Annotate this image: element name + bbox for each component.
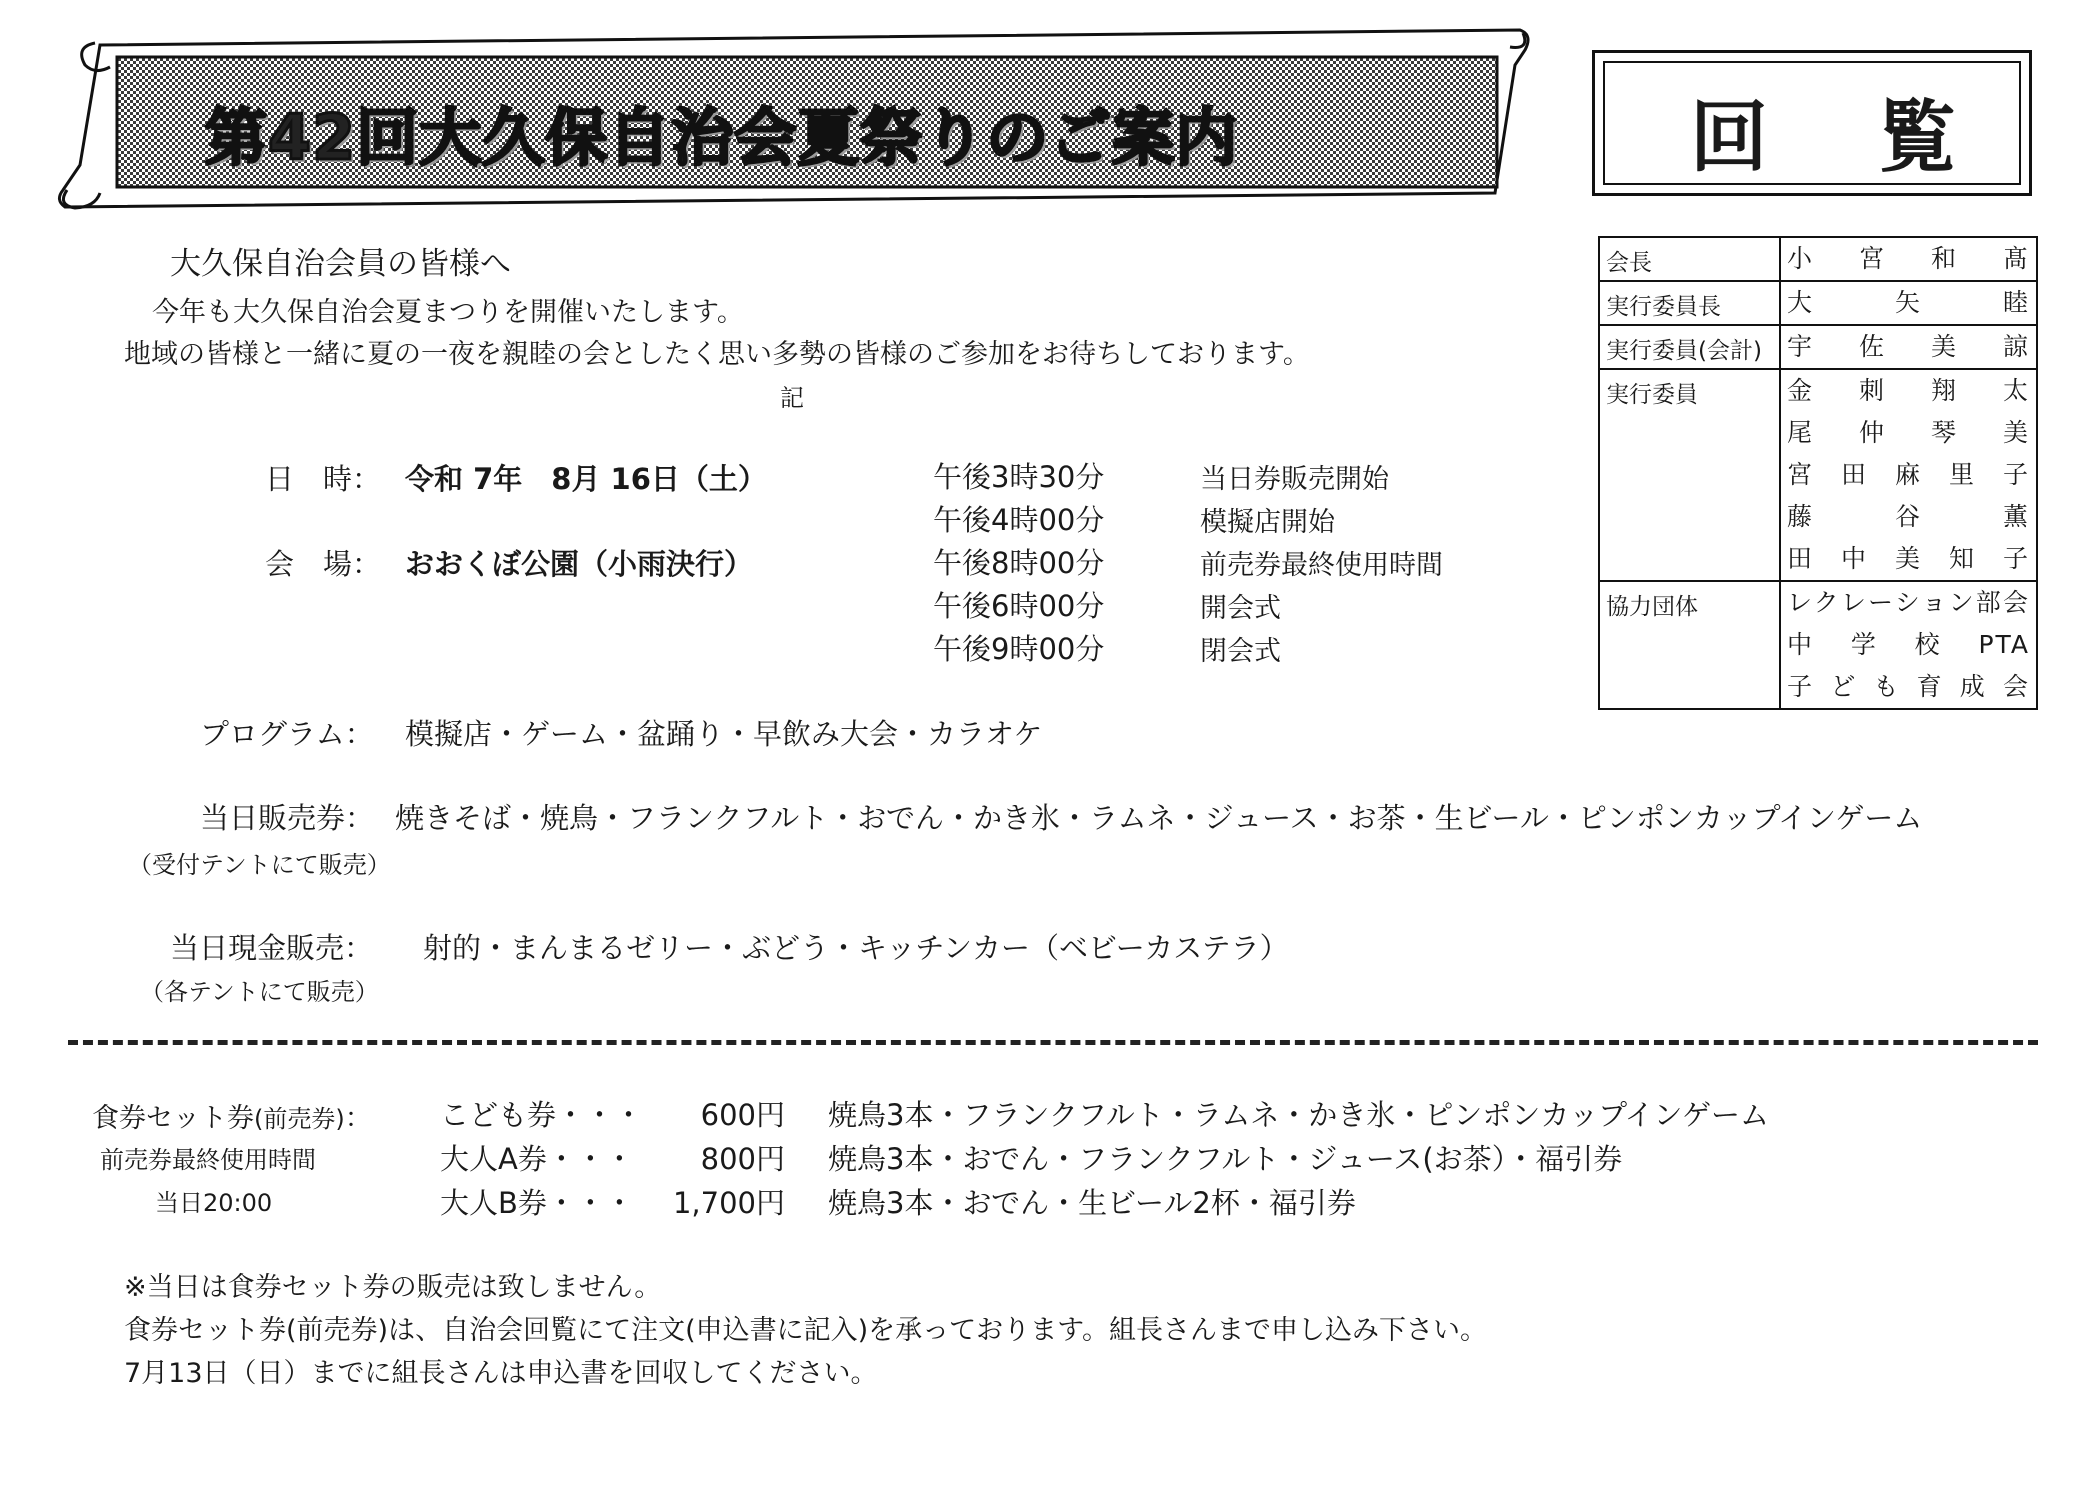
note-line: 食券セット券(前売券)は、自治会回覧にて注文(申込書に記入)を承っております。組長さんまで申し込み下さい。 <box>124 1315 1487 1346</box>
venue-value: おおくぼ公園（小雨決行） <box>405 547 754 581</box>
committee-name: 小宮和髙 <box>1787 244 2030 273</box>
day-tickets-value: 焼きそば・焼鳥・フランクフルト・おでん・かき氷・ラムネ・ジュース・お茶・生ビール・ピンポンカップインゲーム <box>395 801 1923 835</box>
program-value: 模擬店・ゲーム・盆踊り・早飲み大会・カラオケ <box>405 717 1043 751</box>
food-set-label-main: 食券セット券 <box>92 1103 254 1134</box>
schedule-event: 閉会式 <box>1200 636 1281 667</box>
committee-table <box>1598 236 2038 710</box>
cash-sales-sub: （各テントにて販売） <box>140 978 379 1006</box>
food-set-name: 大人A券・・・ <box>440 1142 634 1176</box>
program-label: プログラム： <box>200 717 374 751</box>
presale-deadline-value: 当日20:00 <box>155 1189 273 1217</box>
date-value: 令和 7年 8月 16日（土） <box>405 462 767 496</box>
cash-sales-label: 当日現金販売： <box>170 931 374 965</box>
food-set-label <box>92 1096 372 1135</box>
committee-names <box>1780 325 2037 369</box>
greeting-heading: 大久保自治会員の皆様へ <box>170 246 511 282</box>
schedule-event: 模擬店開始 <box>1200 507 1335 538</box>
kairan-label: 回覧 <box>1690 93 2067 183</box>
committee-name: 中学校PTA <box>1787 630 2030 659</box>
committee-name: 宮田麻里子 <box>1787 460 2030 489</box>
committee-name: 金刺翔太 <box>1787 376 2030 405</box>
schedule-time: 午後4時00分 <box>933 503 1105 537</box>
committee-row <box>1599 237 2037 281</box>
page-title: 第42回大久保自治会夏祭りのご案内 <box>205 101 1239 174</box>
ki-mark: 記 <box>780 384 804 412</box>
committee-role: 実行委員(会計) <box>1599 325 1780 369</box>
committee-name: レクレーション部会 <box>1787 588 2030 617</box>
food-set-price: 800円 <box>700 1142 785 1176</box>
schedule-event: 開会式 <box>1200 593 1281 624</box>
presale-deadline-label: 前売券最終使用時間 <box>100 1146 316 1174</box>
cash-sales-value: 射的・まんまるゼリー・ぶどう・キッチンカー（ベビーカステラ） <box>423 931 1289 965</box>
committee-name: 子ども育成会 <box>1787 672 2030 701</box>
food-set-name: 大人B券・・・ <box>440 1186 634 1220</box>
greeting-line-1: 今年も大久保自治会夏まつりを開催いたします。 <box>152 297 744 328</box>
food-set-label-colon: ： <box>344 1103 372 1134</box>
committee-row <box>1599 325 2037 369</box>
committee-name: 大矢睦 <box>1787 288 2030 317</box>
food-set-label-paren: (前売券) <box>254 1105 345 1133</box>
committee-name: 尾仲琴美 <box>1787 418 2030 447</box>
committee-row <box>1599 581 2037 709</box>
date-label: 日 時： <box>265 462 382 496</box>
committee-names <box>1780 581 2037 709</box>
schedule-time: 午後6時00分 <box>933 589 1105 623</box>
schedule-event: 当日券販売開始 <box>1200 464 1389 495</box>
greeting-line-2: 地域の皆様と一緒に夏の一夜を親睦の会としたく思い多勢の皆様のご参加をお待ちしております。 <box>124 339 1310 370</box>
kairan-box <box>1592 50 2067 196</box>
food-set-contents: 焼鳥3本・おでん・生ビール2杯・福引券 <box>828 1186 1356 1220</box>
food-set-name: こども券・・・ <box>440 1098 644 1132</box>
schedule-time: 午後8時00分 <box>933 546 1105 580</box>
committee-names <box>1780 237 2037 281</box>
committee-names <box>1780 281 2037 325</box>
committee-role: 会長 <box>1599 237 1780 281</box>
schedule-time: 午後9時00分 <box>933 632 1105 666</box>
venue-label: 会 場： <box>265 547 382 581</box>
committee-row <box>1599 369 2037 581</box>
committee-role: 実行委員 <box>1599 369 1780 581</box>
committee-role: 協力団体 <box>1599 581 1780 709</box>
committee-row <box>1599 281 2037 325</box>
note-line: ※当日は食券セット券の販売は致しません。 <box>124 1272 662 1303</box>
food-set-price: 1,700円 <box>672 1186 785 1220</box>
committee-name: 田中美知子 <box>1787 544 2030 573</box>
committee-role: 実行委員長 <box>1599 281 1780 325</box>
schedule-time: 午後3時30分 <box>933 460 1105 494</box>
dashed-divider <box>68 1040 2038 1045</box>
day-tickets-label: 当日販売券： <box>200 801 375 835</box>
food-set-price: 600円 <box>700 1098 785 1132</box>
day-tickets-sub: （受付テントにて販売） <box>128 851 391 879</box>
committee-name: 藤谷薫 <box>1787 502 2030 531</box>
food-set-contents: 焼鳥3本・おでん・フランクフルト・ジュース(お茶）・福引券 <box>828 1142 1623 1176</box>
committee-names <box>1780 369 2037 581</box>
food-set-contents: 焼鳥3本・フランクフルト・ラムネ・かき氷・ピンポンカップインゲーム <box>828 1098 1769 1132</box>
note-line: 7月13日（日）までに組長さんは申込書を回収してください。 <box>124 1358 878 1389</box>
committee-name: 宇佐美諒 <box>1787 332 2030 361</box>
schedule-event: 前売券最終使用時間 <box>1200 550 1443 581</box>
